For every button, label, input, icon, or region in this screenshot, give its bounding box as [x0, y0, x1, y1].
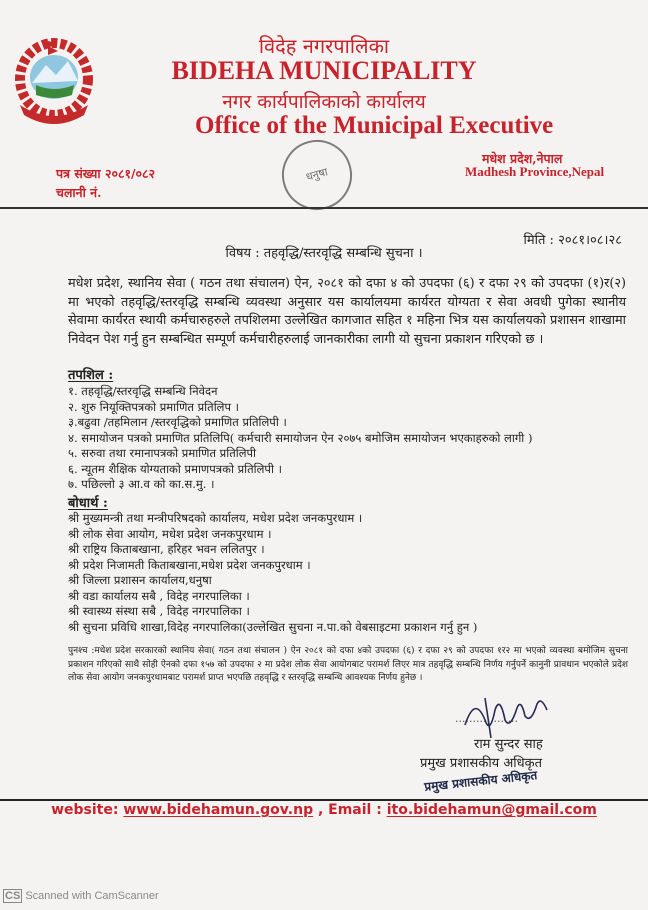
footer-divider: [0, 799, 648, 801]
signature-dots: ..................: [455, 712, 518, 725]
designation-stamp: प्रमुख प्रशासकीय अधिकृत: [423, 768, 538, 794]
website-link[interactable]: www.bidehamun.gov.np: [123, 802, 314, 818]
office-name-en: Office of the Municipal Executive: [195, 112, 554, 139]
stamp-text: धनुषा: [304, 165, 330, 184]
list-item: श्री राष्ट्रिय किताबखाना, हरिहर भवन ललितपुर ।: [68, 542, 265, 556]
office-name-np: नगर कार्यपालिकाको कार्यालय: [222, 91, 426, 113]
camscanner-watermark: [3, 890, 159, 902]
list-item: श्री सुचना प्रविधि शाखा,विदेह नगरपालिका(उल्लेखित सुचना न.पा.को वेबसाइटमा प्रकाशन गर्नु हुन ): [68, 619, 478, 634]
letter-subject: विषय : तहवृद्धि/स्तरवृद्धि सम्बन्धि सुचना ।: [225, 246, 423, 261]
notice-body: मधेश प्रदेश, स्थानिय सेवा ( गठन तथा संचालन) ऐन, २०८१ को दफा ४ को उपदफा (६) र दफा २९ को उपदफा (१)र(२) मा भएको तहवृद्धि/स्तरवृद्धि सम्बन्धि व्यवस्था अनुसार यस कार्यालयमा कार्यरत योग्यता र सेवा अवधी पुगेका स्थानीय सेवामा कार्यरत स्थायी कर्मचारुहरुले तपशिलमा उल्लेखित कागजात सहित १ महिना भित्र यस कार्यालयको प्रशासन शाखामा निवेदन पेश गर्नु हुन सम्बन्धित सम्पूर्ण कर्मचारीहरुलाई जानकारीका लागी यो सुचना प्रकाशन गरिएको छ ।: [68, 276, 626, 347]
list-item: श्री मुख्यमन्त्री तथा मन्त्रीपरिषदको कार्यालय, मधेश प्रदेश जनकपुरधाम ।: [68, 511, 363, 525]
letter-date: मिति : २०८१।०८।२८: [523, 233, 622, 248]
letter-number: पत्र संख्या २०८१/०८२: [56, 166, 156, 181]
header-divider: [0, 207, 648, 209]
signatory-title: प्रमुख प्रशासकीय अधिकृत: [420, 756, 543, 771]
list-item: श्री लोक सेवा आयोग, मधेश प्रदेश जनकपुरधाम ।: [68, 526, 272, 541]
office-stamp: [274, 132, 360, 218]
signature-mark: [455, 690, 565, 740]
list-item: ७. पछिल्लो ३ आ.व को का.स.मु. ।: [68, 477, 215, 491]
list-item: श्री जिल्ला प्रशासन कार्यालय,धनुषा: [68, 573, 212, 587]
footer-contact: [0, 802, 648, 818]
list-item: ४. समायोजन पत्रको प्रमाणित प्रतिलिपि( कर्मचारी समायोजन ऐन २०७५ बमोजिम समायोजन भएकाहरुको लागी ): [68, 430, 533, 445]
list-item: ६. न्यूतम शैक्षिक योग्यताको प्रमाणपत्रको प्रतिलिपी ।: [68, 461, 282, 476]
email-link[interactable]: ito.bidehamun@gmail.com: [386, 802, 597, 818]
municipality-name-en: BIDEHA MUNICIPALITY: [171, 56, 477, 85]
camscanner-text: Scanned with CamScanner: [25, 890, 159, 902]
cc-heading: बोधार्थ :: [68, 496, 108, 511]
camscanner-badge: CS: [5, 890, 21, 902]
dispatch-number: चलानी नं.: [56, 185, 102, 200]
municipality-name-np: विदेह नगरपालिका: [258, 34, 390, 58]
list-item: श्री प्रदेश निजामती किताबखाना,मधेश प्रदेश जनकपुरधाम ।: [68, 557, 311, 572]
list-item: २. शुरु नियूक्तिपत्रको प्रमाणित प्रतिलिप ।: [68, 399, 240, 414]
province-np: मधेश प्रदेश,नेपाल: [482, 151, 563, 166]
list-item: श्री स्वास्थ्य संस्था सबै , विदेह नगरपालिका ।: [68, 604, 250, 618]
signatory-name: राम सुन्दर साह: [474, 737, 543, 752]
province-en: Madhesh Province,Nepal: [465, 164, 605, 179]
postscript: पुनश्च :मधेश प्रदेश सरकारको स्थानिय सेवा( गठन तथा संचालन ) ऐन २०८१ को दफा ४को उपदफा (६) र दफा २९ को उपदफा १र२ मा भएको व्यवस्था बमोजिम सुचना प्रकाशन गरिएको साथै सोही ऐनको दफा १५७ को उपदफा २ मा प्रदेश लोक सेवा आयोगबाट परामर्श लिएर मात्र तहवृद्धि सम्बन्धि निर्णय गर्नुपर्ने कानुनी प्रावधान भएकोले प्रदेश लोक सेवा आयोग जनकपुरधामबाट परामर्श प्राप्त भएपछि तहवृद्धि र स्तरवृद्धि सम्बन्धि आवश्यक निर्णय हुनेछ ।: [68, 646, 628, 683]
website-label: website:: [51, 802, 124, 818]
list-item: श्री वडा कार्यालय सबै , विदेह नगरपालिका ।: [68, 588, 250, 603]
details-heading: तपशिल :: [68, 368, 114, 383]
email-label: , Email :: [313, 802, 387, 818]
list-item: १. तहवृद्धि/स्तरवृद्धि सम्बन्धि निवेदन: [68, 384, 218, 398]
list-item: ५. सरुवा तथा रमानापत्रको प्रमाणित प्रतिलिपी: [68, 446, 257, 460]
list-item: ३.बढुवा /तहमिलान /स्तरवृद्धिको प्रमाणित प्रतिलिपी ।: [68, 415, 287, 429]
